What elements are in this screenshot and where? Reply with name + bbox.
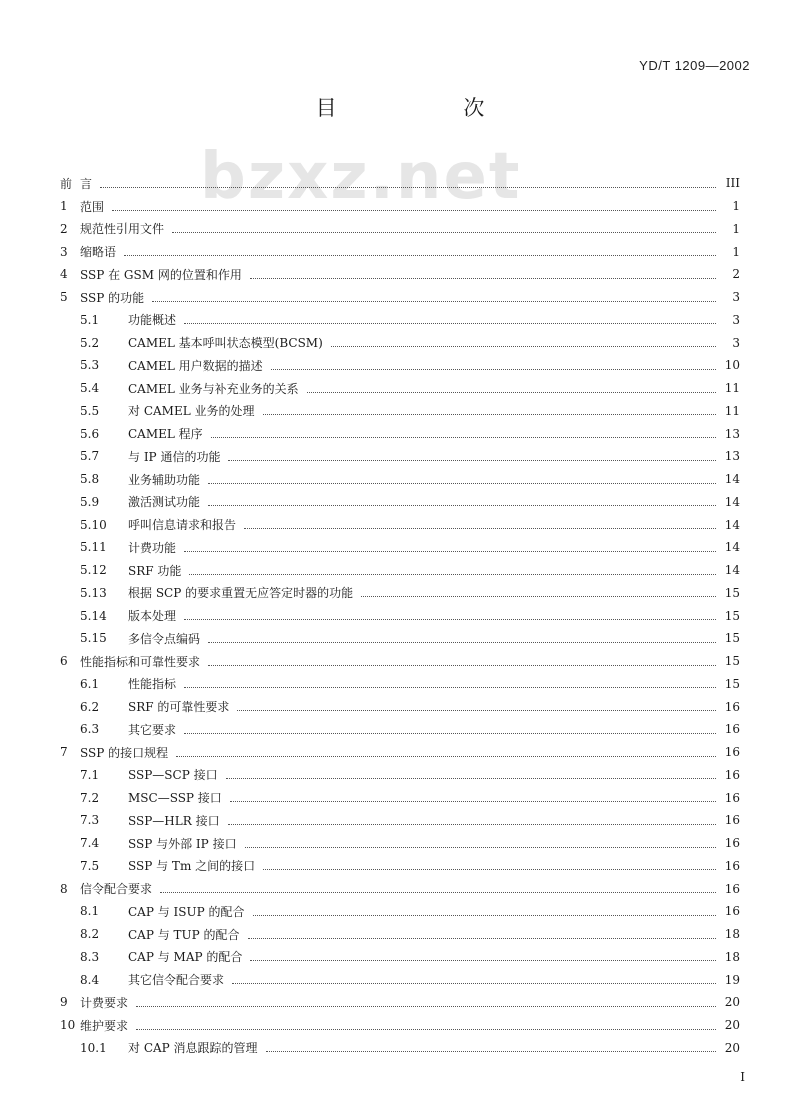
- toc-entry-page: 19: [724, 972, 740, 987]
- dot-leader: [250, 960, 716, 961]
- toc-entry-page: 1: [732, 199, 740, 214]
- dot-leader: [100, 187, 716, 188]
- watermark: bzxz.net: [200, 140, 522, 214]
- toc-entry-title: 范围: [80, 199, 105, 214]
- toc-entry-title: SSP—SCP 接口: [128, 768, 218, 783]
- toc-entry-title: 业务辅助功能: [128, 472, 201, 487]
- dot-leader: [208, 505, 716, 506]
- dot-leader: [266, 1051, 716, 1052]
- toc-entry-number: 5.12: [80, 563, 107, 578]
- toc-entry-page: 3: [732, 312, 740, 327]
- toc-entry: [60, 309, 740, 332]
- toc-entry: [60, 354, 740, 377]
- toc-entry-page: III: [725, 176, 740, 191]
- dot-leader: [232, 983, 716, 984]
- toc-entry: [60, 491, 740, 514]
- toc-entry: [60, 627, 740, 650]
- toc-entry: [60, 786, 740, 809]
- toc-entry: [60, 832, 740, 855]
- toc-entry: [60, 582, 740, 605]
- toc-entry-number: 5.11: [80, 540, 107, 555]
- toc-entry-page: 16: [724, 722, 740, 737]
- toc-entry-title: SRF 的可靠性要求: [128, 700, 230, 715]
- toc-entry: [60, 900, 740, 923]
- toc-entry-page: 16: [724, 745, 740, 760]
- toc-entry-title: CAMEL 基本呼叫状态模型(BCSM): [128, 336, 323, 351]
- dot-leader: [245, 847, 716, 848]
- toc-entry-number: 5.14: [80, 608, 107, 623]
- toc-entry-title: CAMEL 用户数据的描述: [128, 358, 263, 373]
- toc-entry: [60, 604, 740, 627]
- dot-leader: [250, 278, 716, 279]
- dot-leader: [248, 938, 716, 939]
- toc-entry-number: 8.3: [80, 949, 100, 964]
- dot-leader: [361, 596, 716, 597]
- toc-entry-page: 15: [724, 676, 740, 691]
- toc-entry-title: SSP 的功能: [80, 290, 145, 305]
- toc-entry-title: SSP 在 GSM 网的位置和作用: [80, 267, 242, 282]
- toc-entry-number: 6.2: [80, 699, 100, 714]
- toc-entry-number: 前: [60, 176, 73, 191]
- toc-entry: [60, 400, 740, 423]
- toc-entry-title: 言: [80, 176, 93, 191]
- toc-entry-page: 14: [724, 563, 740, 578]
- toc-entry-page: 16: [724, 767, 740, 782]
- dot-leader: [184, 733, 716, 734]
- toc-entry-number: 10: [60, 1018, 76, 1033]
- toc-entry-page: 16: [724, 699, 740, 714]
- toc-entry-title: 对 CAP 消息跟踪的管理: [128, 1041, 258, 1056]
- toc-entry: [60, 695, 740, 718]
- toc-entry-number: 8.1: [80, 904, 100, 919]
- toc-entry: [60, 468, 740, 491]
- toc-entry-title: 计费要求: [80, 995, 129, 1010]
- toc-entry-number: 5.4: [80, 381, 100, 396]
- toc-entry: [60, 377, 740, 400]
- toc-entry-number: 8.2: [80, 927, 100, 942]
- toc-entry-page: 16: [724, 881, 740, 896]
- toc-entry-number: 5.2: [80, 335, 100, 350]
- toc-entry-number: 5: [60, 290, 68, 305]
- toc-entry: [60, 172, 740, 195]
- toc-entry-title: SSP—HLR 接口: [128, 813, 220, 828]
- dot-leader: [136, 1029, 716, 1030]
- dot-leader: [228, 824, 716, 825]
- toc-entry-title: MSC—SSP 接口: [128, 791, 222, 806]
- dot-leader: [237, 710, 716, 711]
- dot-leader: [228, 460, 716, 461]
- toc-entry: [60, 855, 740, 878]
- dot-leader: [160, 892, 716, 893]
- toc-entry-page: 2: [732, 267, 740, 282]
- toc-entry: [60, 331, 740, 354]
- dot-leader: [244, 528, 716, 529]
- toc-entry-page: 14: [724, 472, 740, 487]
- toc-entry-title: 性能指标和可靠性要求: [80, 654, 201, 669]
- toc-entry-title: 版本处理: [128, 609, 177, 624]
- toc-entry: [60, 240, 740, 263]
- toc-entry-page: 20: [724, 1018, 740, 1033]
- toc-entry-title: 其它信令配合要求: [128, 973, 225, 988]
- toc-entry-page: 15: [724, 631, 740, 646]
- toc-entry-title: SSP 与外部 IP 接口: [128, 836, 237, 851]
- toc-entry-number: 5.3: [80, 358, 100, 373]
- toc-entry-number: 6.1: [80, 676, 100, 691]
- toc-entry-title: 呼叫信息请求和报告: [128, 518, 237, 533]
- toc-entry-number: 5.7: [80, 449, 100, 464]
- toc-entry: [60, 513, 740, 536]
- toc-entry: [60, 263, 740, 286]
- toc-entry: [60, 1014, 740, 1037]
- toc-entry-title: SRF 功能: [128, 563, 182, 578]
- toc-entry-title: SSP 与 Tm 之间的接口: [128, 859, 256, 874]
- toc-entry-number: 8: [60, 881, 68, 896]
- toc-entry-page: 14: [724, 540, 740, 555]
- toc-entry-page: 10: [724, 358, 740, 373]
- toc-entry-number: 2: [60, 221, 68, 236]
- toc-entry-page: 11: [724, 403, 740, 418]
- dot-leader: [172, 232, 716, 233]
- toc-entry-number: 7.5: [80, 858, 100, 873]
- toc-entry: [60, 718, 740, 741]
- toc-entry-page: 13: [724, 426, 740, 441]
- toc-entry: [60, 195, 740, 218]
- toc-entry-number: 9: [60, 995, 68, 1010]
- toc-entry-page: 16: [724, 904, 740, 919]
- toc-entry: [60, 946, 740, 969]
- toc-entry-title: CAP 与 ISUP 的配合: [128, 904, 245, 919]
- toc-entry-title: CAP 与 TUP 的配合: [128, 927, 240, 942]
- toc-entry-page: 20: [724, 1040, 740, 1055]
- dot-leader: [208, 483, 716, 484]
- toc-entry-number: 5.1: [80, 312, 100, 327]
- toc-entry: [60, 923, 740, 946]
- dot-leader: [208, 642, 716, 643]
- toc-entry-title: SSP 的接口规程: [80, 745, 169, 760]
- toc-entry-page: 11: [724, 381, 740, 396]
- toc-entry-page: 14: [724, 494, 740, 509]
- toc-entry: [60, 877, 740, 900]
- toc-entry-page: 16: [724, 836, 740, 851]
- dot-leader: [230, 801, 716, 802]
- dot-leader: [307, 392, 716, 393]
- toc-entry-page: 15: [724, 608, 740, 623]
- toc-entry-page: 16: [724, 790, 740, 805]
- toc-entry-number: 7.4: [80, 836, 100, 851]
- toc-entry-page: 15: [724, 654, 740, 669]
- toc-entry-page: 20: [724, 995, 740, 1010]
- toc-entry-title: 与 IP 通信的功能: [128, 449, 221, 464]
- toc-entry-number: 5.5: [80, 403, 100, 418]
- dot-leader: [271, 369, 716, 370]
- toc-entry: [60, 968, 740, 991]
- dot-leader: [208, 665, 716, 666]
- toc-entry-page: 16: [724, 858, 740, 873]
- toc-entry-title: CAP 与 MAP 的配合: [128, 950, 243, 965]
- dot-leader: [112, 210, 716, 211]
- toc-entry: [60, 673, 740, 696]
- toc-entry-page: 1: [732, 221, 740, 236]
- page-number: I: [740, 1070, 745, 1084]
- dot-leader: [253, 915, 716, 916]
- toc-entry: [60, 650, 740, 673]
- toc-entry-number: 10.1: [80, 1040, 107, 1055]
- toc-entry-title: 多信令点编码: [128, 631, 201, 646]
- dot-leader: [189, 574, 716, 575]
- toc-entry-number: 7: [60, 745, 68, 760]
- dot-leader: [184, 687, 716, 688]
- toc-entry-number: 7.2: [80, 790, 100, 805]
- toc-entry: [60, 559, 740, 582]
- toc-entry-title: 功能概述: [128, 313, 177, 328]
- toc-entry-page: 16: [724, 813, 740, 828]
- toc-entry-title: 缩略语: [80, 245, 117, 260]
- page-title: 目 次: [315, 96, 545, 120]
- toc-entry-page: 14: [724, 517, 740, 532]
- toc-entry: [60, 991, 740, 1014]
- dot-leader: [331, 346, 716, 347]
- dot-leader: [136, 1006, 716, 1007]
- toc-entry-number: 7.1: [80, 767, 100, 782]
- toc-entry-number: 7.3: [80, 813, 100, 828]
- toc-entry-number: 8.4: [80, 972, 100, 987]
- toc-entry: [60, 218, 740, 241]
- toc-entry: [60, 445, 740, 468]
- toc-entry-title: CAMEL 业务与补充业务的关系: [128, 381, 299, 396]
- toc-entry: [60, 422, 740, 445]
- toc-entry-title: 信令配合要求: [80, 882, 153, 897]
- toc-entry: [60, 764, 740, 787]
- toc-entry-title: 性能指标: [128, 677, 177, 692]
- toc-entry-page: 3: [732, 335, 740, 350]
- dot-leader: [184, 551, 716, 552]
- toc-entry-number: 5.8: [80, 472, 100, 487]
- toc-entry-title: 其它要求: [128, 722, 177, 737]
- toc-entry: [60, 286, 740, 309]
- toc-entry-number: 3: [60, 244, 68, 259]
- toc-entry-number: 6.3: [80, 722, 100, 737]
- toc-entry-title: 对 CAMEL 业务的处理: [128, 404, 255, 419]
- standard-code: YD/T 1209—2002: [639, 58, 750, 73]
- dot-leader: [152, 301, 716, 302]
- toc-entry: [60, 1037, 740, 1060]
- toc-entry: [60, 741, 740, 764]
- dot-leader: [263, 869, 716, 870]
- toc-entry-number: 5.9: [80, 494, 100, 509]
- toc-entry-number: 5.15: [80, 631, 107, 646]
- toc-entry-page: 3: [732, 290, 740, 305]
- dot-leader: [184, 619, 716, 620]
- toc-entry-page: 13: [724, 449, 740, 464]
- toc-entry-title: CAMEL 程序: [128, 427, 203, 442]
- dot-leader: [184, 323, 716, 324]
- toc-entry-page: 18: [724, 927, 740, 942]
- toc-entry-number: 5.13: [80, 585, 107, 600]
- table-of-contents: [60, 172, 740, 1059]
- toc-entry-title: 根据 SCP 的要求重置无应答定时器的功能: [128, 586, 354, 601]
- toc-entry-page: 15: [724, 585, 740, 600]
- dot-leader: [226, 778, 716, 779]
- toc-entry-page: 18: [724, 949, 740, 964]
- toc-entry-title: 计费功能: [128, 540, 177, 555]
- dot-leader: [124, 255, 716, 256]
- toc-entry-number: 1: [60, 199, 68, 214]
- toc-entry-title: 维护要求: [80, 1018, 129, 1033]
- dot-leader: [263, 414, 717, 415]
- toc-entry: [60, 809, 740, 832]
- toc-entry-number: 5.6: [80, 426, 100, 441]
- dot-leader: [176, 756, 716, 757]
- dot-leader: [211, 437, 716, 438]
- toc-entry-number: 5.10: [80, 517, 107, 532]
- toc-entry-number: 4: [60, 267, 68, 282]
- toc-entry-title: 激活测试功能: [128, 495, 201, 510]
- toc-entry-title: 规范性引用文件: [80, 222, 165, 237]
- toc-entry-page: 1: [732, 244, 740, 259]
- toc-entry-number: 6: [60, 654, 68, 669]
- toc-entry: [60, 536, 740, 559]
